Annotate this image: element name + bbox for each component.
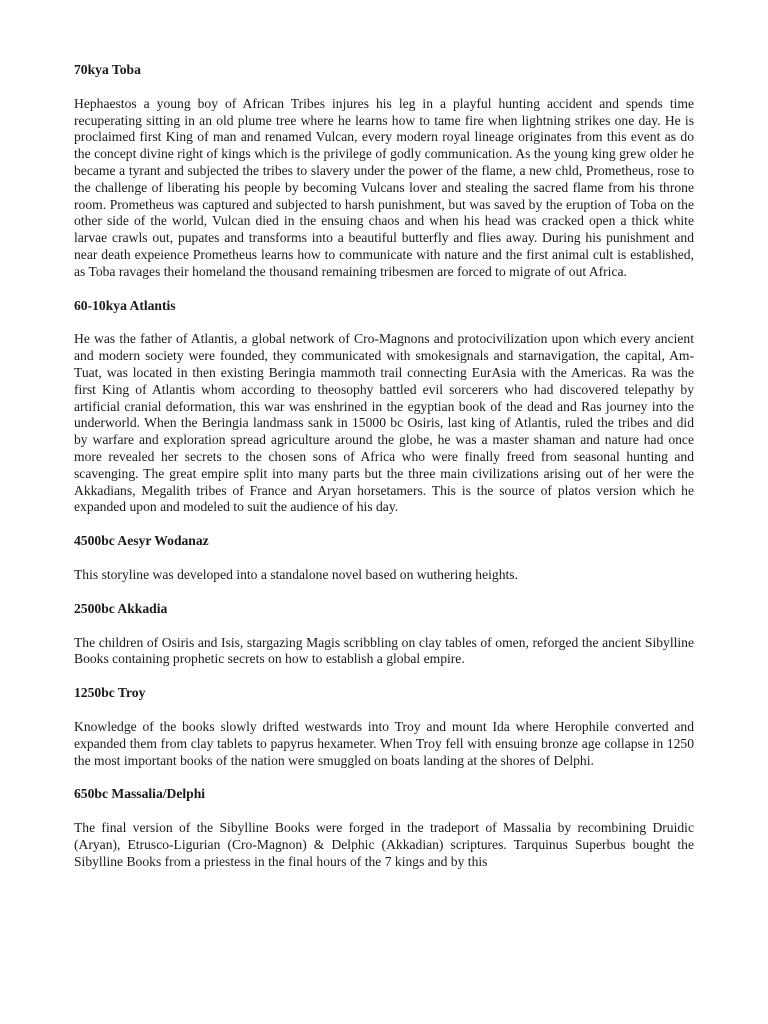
section-heading-atlantis: 60-10kya Atlantis [74, 297, 176, 313]
section-text-aesyr-wodanaz: This storyline was developed into a standalone novel based on wuthering heights. [74, 566, 518, 582]
section-text-massalia-delphi: The final version of the Sibylline Books were forged in the tradeport of Massalia by recombining Druidic (Aryan), Etrusco-Ligurian (Cro-Magnon) & Delphic (Akkadian) scriptures. Tarquinus Superbus bought the Sibylline Books from a priestess in the final hours of the 7 kings and by this [74, 820, 694, 869]
section-text-akkadia: The children of Osiris and Isis, stargazing Magis scribbling on clay tables of omen, reforged the ancient Sibylline Books containing prophetic secrets on how to establish a global empire. [74, 634, 694, 667]
section-heading-aesyr-wodanaz: 4500bc Aesyr Wodanaz [74, 533, 209, 549]
section-text-troy: Knowledge of the books slowly drifted westwards into Troy and mount Ida where Herophile converted and expanded them from clay tablets to papyrus hexameter. When Troy fell with ensuing bronze age collapse in 1250 the most important books of the nation were smuggled on boats landing at the shores of Delphi. [74, 718, 694, 768]
section-heading-toba: 70kya Toba [74, 62, 141, 77]
section-heading-akkadia: 2500bc Akkadia [74, 600, 168, 616]
section-heading-troy: 1250bc Troy [74, 685, 146, 701]
section-text-atlantis: He was the father of Atlantis, a global network of Cro-Magnons and protocivilization upon which every ancient and modern society were founded, they communicated with smokesignals and starnavigation, the capital, Am-Tuat, was located in then existing Beringia mammoth trail connecting EurAsia with the Americas. Ra was the first King of Atlantis whom according to theosophy battled evil sorcerers who had discovered telepathy by artificial cranial deformation, this war was enshrined in the egyptian book of the dead and Ras journey into the underworld. When the Beringia landmass sank in 15000 bc Osiris, last king of Atlantis, ruled the tribes and did by warfare and exploration spread agriculture around the globe, he was a master shaman and nature had once more revealed her secrets to the chosen sons of Africa who were finally freed from seasonal hunting and scavenging. The great empire split into many parts but the three main civilizations arising out of her were the Akkadians, Megalith tribes of France and Aryan horsetamers. This is the source of platos version which he expanded upon and modeled to suit the audience of his day. [74, 331, 694, 515]
section-text-toba: Hephaestos a young boy of African Tribes injures his leg in a playful hunting accident and spends time recuperating sitting in an old plume tree where he learns how to tame fire when lightning strikes one day. He is proclaimed first King of man and renamed Vulcan, every modern royal lineage originates from this event as do the concept divine right of kings which is the privilege of godly communication. As the young king grew older he became a tyrant and subjected the tribes to slavery under the power of the flame, a new chld, Prometheus, rose to the challenge of liberating his people by becoming Vulcans lover and stealing the sacred flame from his throne room. Prometheus was captured and subjected to harsh punishment, but was saved by the eruption of Toba on the other side of the world, Vulcan died in the ensuing chaos and when his head was cracked open a thick white larvae crawls out, pupates and transforms into a beautiful butterfly and flies away. During his punishment and near death expeience Prometheus learns how to communicate with nature and the first animal cult is established, as Toba ravages their homeland the thousand remaining tribesmen are forced to migrate of out Africa. [74, 95, 694, 279]
section-heading-massalia-delphi: 650bc Massalia/Delphi [74, 786, 206, 802]
document-page [74, 62, 694, 887]
